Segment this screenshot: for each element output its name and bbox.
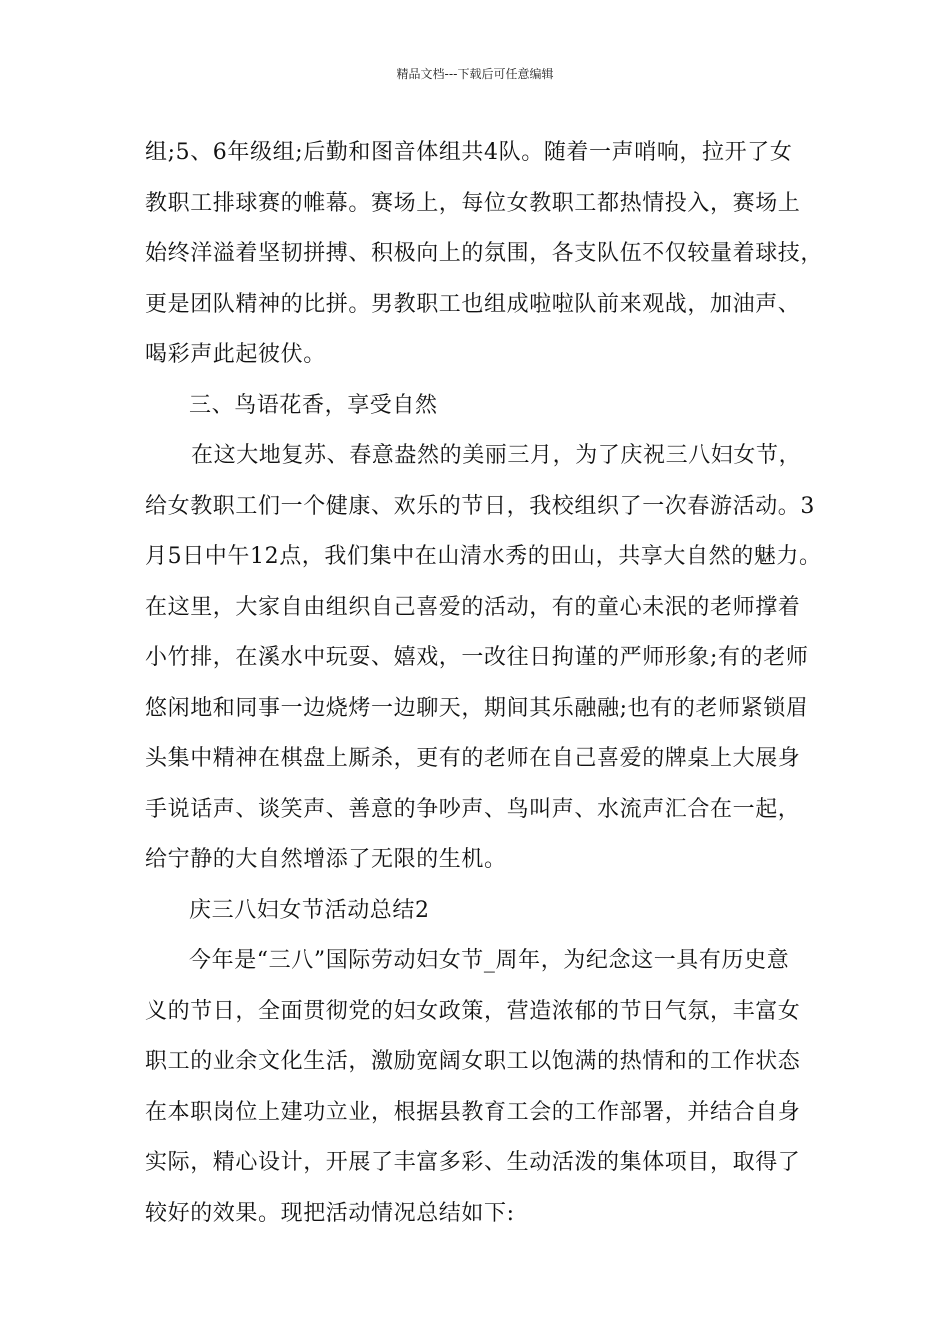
text-line: 较好的效果。现把活动情况总结如下: bbox=[145, 1200, 515, 1226]
text-line: 悠闲地和同事一边烧烤一边聊天，期间其乐融融;也有的老师紧锁眉 bbox=[145, 695, 809, 721]
text-line: 义的节日，全面贯彻党的妇女政策，营造浓郁的节日气氛，丰富女 bbox=[145, 998, 801, 1024]
text-line: 更是团队精神的比拼。男教职工也组成啦啦队前来观战，加油声、 bbox=[145, 291, 801, 317]
text-line: 实际，精心设计，开展了丰富多彩、生动活泼的集体项目，取得了 bbox=[145, 1150, 801, 1175]
text-line: 在这大地复苏、春意盎然的美丽三月，为了庆祝三八妇女节， bbox=[191, 443, 802, 468]
text-line: 职工的业余文化生活，激励宽阔女职工以饱满的热情和的工作状态 bbox=[145, 1049, 801, 1074]
text-line: 今年是“三八”国际劳动妇女节_周年，为纪念这一具有历史意 bbox=[189, 948, 790, 973]
page-header: 精品文档---下载后可任意编辑 bbox=[396, 67, 554, 81]
text-line: 在这里，大家自由组织自己喜爱的活动，有的童心未泯的老师撑着 bbox=[145, 594, 801, 620]
document-body bbox=[145, 128, 824, 1239]
text-line: 手说话声、谈笑声、善意的争吵声、鸟叫声、水流声汇合在一起， bbox=[145, 796, 801, 822]
text-line: 始终洋溢着坚韧拼搏、积极向上的氛围，各支队伍不仅较量着球技， bbox=[145, 241, 824, 266]
text-line: 喝彩声此起彼伏。 bbox=[145, 342, 326, 367]
text-line: 月5日中午12点，我们集中在山清水秀的田山，共享大自然的魅力。 bbox=[145, 544, 822, 569]
text-line: 组;5、6年级组;后勤和图音体组共4队。随着一声哨响，拉开了女 bbox=[145, 140, 793, 165]
text-line: 教职工排球赛的帷幕。赛场上，每位女教职工都热情投入，赛场上 bbox=[145, 190, 801, 216]
section-heading: 三、鸟语花香，享受自然 bbox=[189, 392, 438, 418]
text-line: 在本职岗位上建功立业，根据县教育工会的工作部署，并结合自身 bbox=[145, 1099, 801, 1125]
text-line: 给女教职工们一个健康、欢乐的节日，我校组织了一次春游活动。3 bbox=[145, 493, 815, 519]
text-line: 小竹排，在溪水中玩耍、嬉戏，一改往日拘谨的严师形象;有的老师 bbox=[145, 645, 809, 670]
section-title: 庆三八妇女节活动总结2 bbox=[189, 897, 430, 923]
text-line: 头集中精神在棋盘上厮杀，更有的老师在自己喜爱的牌桌上大展身 bbox=[145, 746, 801, 771]
text-line: 给宁静的大自然增添了无限的生机。 bbox=[145, 847, 507, 872]
